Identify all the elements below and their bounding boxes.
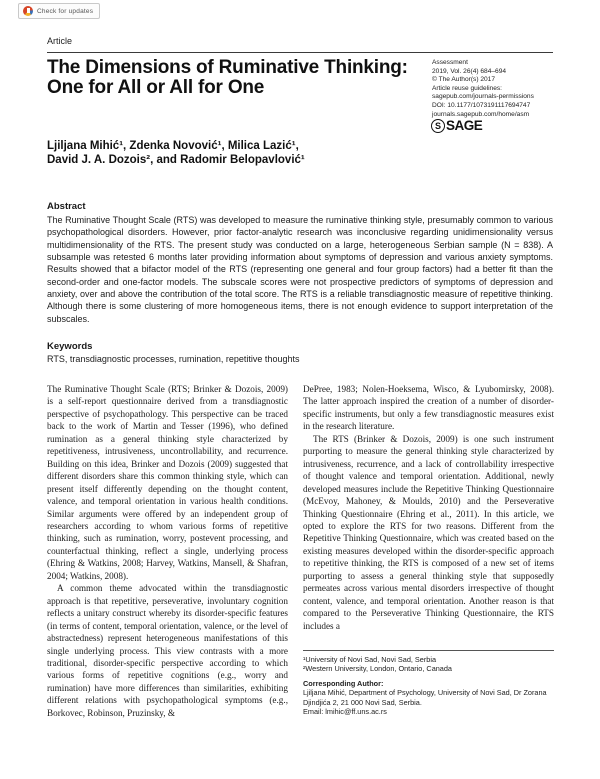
corresponding-author-heading: Corresponding Author: (303, 678, 384, 688)
journal-copyright: © The Author(s) 2017 (432, 76, 496, 84)
affiliation-2: ²Western University, London, Ontario, Canada (303, 664, 452, 674)
body-paragraph: The RTS (Brinker & Dozois, 2009) is one such instrument purporting to measure the general thinking style characterized by intrusiveness, recurrence, and a lack of controllability irrespective of thought valence and temporal orientation. Additional, newly developed measures include the Repetitive Thinking Questionnaire (McEvoy, Mahoney, & Moulds, 2010) and the Perseverative Thinking Questionnaire (Ehring et al., 2011). In this article, we opted to explore the RTS for two reasons. Different from the Repetitive Thinking Questionnaire, which was created based on the existing measures developed within the disorder-specific approach to repetitive thinking, the RTS is composed of a new set of items purporting to assess a general thinking style that supposedly permeates across various mental disorders irrespective of thought content, valence, and temporal orientation. Another reason is that compared to the Perseverative Thinking Questionnaire, the RTS includes a (303, 433, 554, 631)
abstract-heading: Abstract (47, 201, 86, 212)
journal-home-link[interactable]: journals.sagepub.com/home/asm (432, 110, 530, 118)
section-label: Article (47, 36, 73, 46)
title-line-1: The Dimensions of Ruminative Thinking: (47, 57, 408, 78)
badge-label: Check for updates (37, 7, 94, 15)
body-paragraph: A common theme advocated within the transdiagnostic approach is that repetitive, perseverative, involuntary cognition reflects a unitary construct whereby its disorder-specific features (in terms of content, temporal orientation, valence, or the level of abstractedness) represent heterogeneous manifestations of this single underlying process. This view contrasts with a more traditional, disorder-specific perspective according to which various forms of repetitive cognitions (e.g., worry and rumination) have more differences than similarities, exhibiting different relations with psychopathological symptoms (e.g., Borkovec, Robinson, Pruzinsky, & (47, 583, 288, 718)
sage-wordmark: SAGE (446, 118, 483, 133)
body-paragraph: DePree, 1983; Nolen-Hoeksema, Wisco, & Lyubomirsky, 2008). The latter approach inspired the creation of a number of disorder-specific instruments, but only a few transdiagnostic measures exist in the research literature. (303, 384, 554, 432)
journal-info-block (432, 59, 557, 119)
journal-permissions-link[interactable]: sagepub.com/journals-permissions (432, 93, 534, 101)
keywords-heading: Keywords (47, 341, 93, 352)
journal-volume: 2019, Vol. 26(4) 684–694 (432, 67, 507, 75)
check-for-updates-badge[interactable] (18, 3, 100, 19)
abstract-text: The Ruminative Thought Scale (RTS) was developed to measure the ruminative thinking style, presumably common to various psychopathological disorders. However, prior factor-analytic research was inconclusive regarding unidimensionality versus multidimensionality of the RTS. The present study was conducted on a large, heterogeneous Serbian sample (N = 838). A subsample was retested 6 months later providing information about symptoms of depression and various anxiety symptoms. Results showed that a bifactor model of the RTS (representing one general and four group factors) had a better fit than the second-order and one-factor models. The subscale scores were not prospective predictors of symptoms of depression and anxiety, over and above the contribution of the total score. The RTS is a reliable transdiagnostic measure of repetitive thinking. Although there is some clustering of more homogeneous items, there is not enough evidence to support interpretation of the subscales. (47, 215, 553, 324)
body-column-left (47, 383, 288, 719)
header-rule (47, 52, 553, 53)
corresponding-author-email[interactable]: Email: lmihic@ff.uns.ac.rs (303, 707, 387, 717)
journal-reuse-guidelines: Article reuse guidelines: (432, 84, 503, 92)
corresponding-author-text: Ljiljana Mihić, Department of Psychology, University of Novi Sad, Dr Zorana Djindjića 2, 21 000 Novi Sad, Serbia. (303, 688, 547, 707)
body-paragraph: The Ruminative Thought Scale (RTS; Brinker & Dozois, 2009) is a self-report questionnaire derived from a transdiagnostic perspective of psychopathology. This perspective can be traced back to the work of Martin and Tesser (1996), who defined rumination as a general thinking style characterized by repetitiveness, intrusiveness, uncontrollability, and recurrence. Building on this idea, Brinker and Dozois (2009) suggested that different disorders share this common thinking style, which can present itself differently depending on the thought content, valence, and temporal orientation in various health conditions. Similar arguments were offered by an independent group of researchers according to whom various forms of repetitive thinking, such as rumination, worry, postevent processing, and counterfactual thinking, reflect a single, underlying process (Ehring & Watkins, 2008; Harvey, Watkins, Mansell, & Shafran, 2004; Watkins, 2008). (47, 384, 288, 581)
crossmark-icon (23, 6, 33, 16)
authors-line-1: Ljiljana Mihić¹, Zdenka Novović¹, Milica Lazić¹, (47, 140, 299, 152)
sage-circle-s-icon: S (431, 119, 445, 133)
author-list (47, 139, 467, 167)
title-line-2: One for All or All for One (47, 77, 265, 98)
authors-line-2: David J. A. Dozois², and Radomir Belopavlović¹ (47, 154, 305, 166)
journal-name: Assessment (432, 59, 468, 66)
journal-doi-link[interactable]: DOI: 10.1177/1073191117694747 (432, 101, 531, 109)
sage-logo (431, 118, 482, 133)
affiliation-1: ¹University of Novi Sad, Novi Sad, Serbia (303, 655, 437, 664)
footnote-divider (303, 650, 554, 651)
footnote-block (303, 655, 554, 716)
body-column-right (303, 383, 554, 632)
page-title (47, 58, 447, 98)
keywords-text: RTS, transdiagnostic processes, rumination, repetitive thoughts (47, 354, 300, 364)
